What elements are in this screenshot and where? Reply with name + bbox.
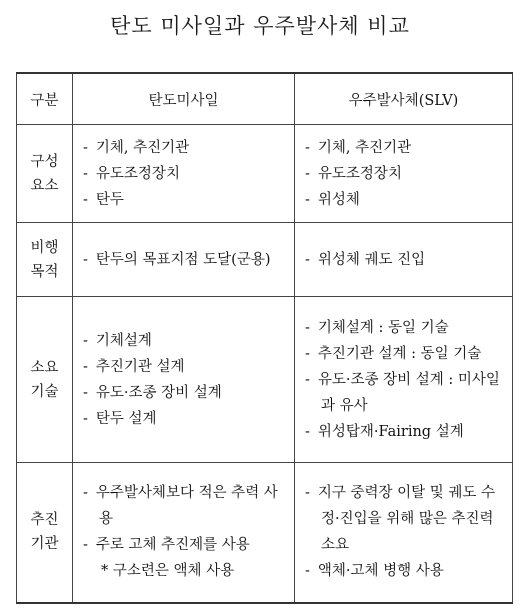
list-item: - 지구 중력장 이탈 및 궤도 수정·진입을 위해 많은 추진력 소요 <box>305 485 496 554</box>
missile-cell <box>73 463 295 603</box>
slv-cell <box>295 297 513 463</box>
list-item: - 탄두 설계 <box>83 410 157 427</box>
category-line: 추진 <box>30 512 59 529</box>
row-category <box>17 463 73 603</box>
list-item: - 탄두 <box>83 191 124 208</box>
list-item: - 기체설계 <box>83 332 152 349</box>
list-item: - 위성체 <box>305 191 360 208</box>
list-item: - 우주발사체보다 적은 추력 사용 <box>83 485 278 528</box>
slv-cell <box>295 463 513 603</box>
list-item: - 주로 고체 추진제를 사용 <box>83 537 250 554</box>
list-item-note: * 구소련은 액체 사용 <box>101 563 235 580</box>
list-item: - 유도조정장치 <box>305 165 402 182</box>
list-item: - 추진기관 설계 : 동일 기술 <box>305 345 482 362</box>
list-item: - 탄두의 목표지점 도달(군용) <box>83 251 271 268</box>
table-header-row <box>17 73 513 125</box>
list-item: - 유도·조종 장비 설계 <box>83 384 222 401</box>
missile-cell <box>73 223 295 297</box>
header-category: 구분 <box>17 73 73 125</box>
missile-cell <box>73 297 295 463</box>
comparison-table <box>16 72 513 604</box>
category-line: 기술 <box>30 383 59 400</box>
row-category <box>17 223 73 297</box>
list-item: - 위성탑재·Fairing 설계 <box>305 423 464 440</box>
category-line: 기관 <box>30 536 59 553</box>
header-slv: 우주발사체(SLV) <box>295 73 513 125</box>
list-item: - 기체, 추진기관 <box>305 139 412 156</box>
category-line: 소요 <box>30 359 59 376</box>
category-line: 비행 <box>30 239 59 256</box>
category-line: 목적 <box>30 263 59 280</box>
category-line: 구성 <box>30 153 59 170</box>
table-row <box>17 223 513 297</box>
list-item: - 위성체 궤도 진입 <box>305 251 426 268</box>
table-row <box>17 125 513 223</box>
slv-cell <box>295 125 513 223</box>
page-title: 탄도 미사일과 우주발사체 비교 <box>110 14 410 38</box>
row-category <box>17 297 73 463</box>
list-item: - 추진기관 설계 <box>83 358 185 375</box>
list-item: - 유도조정장치 <box>83 165 180 182</box>
slv-cell <box>295 223 513 297</box>
list-item: - 유도·조종 장비 설계 : 미사일과 유사 <box>305 371 500 414</box>
list-item: - 기체, 추진기관 <box>83 139 190 156</box>
header-missile: 탄도미사일 <box>73 73 295 125</box>
row-category <box>17 125 73 223</box>
category-line: 요소 <box>30 177 59 194</box>
missile-cell <box>73 125 295 223</box>
list-item: - 기체설계 : 동일 기술 <box>305 319 449 336</box>
list-item: - 액체·고체 병행 사용 <box>305 563 444 580</box>
table-row <box>17 463 513 603</box>
table-row <box>17 297 513 463</box>
